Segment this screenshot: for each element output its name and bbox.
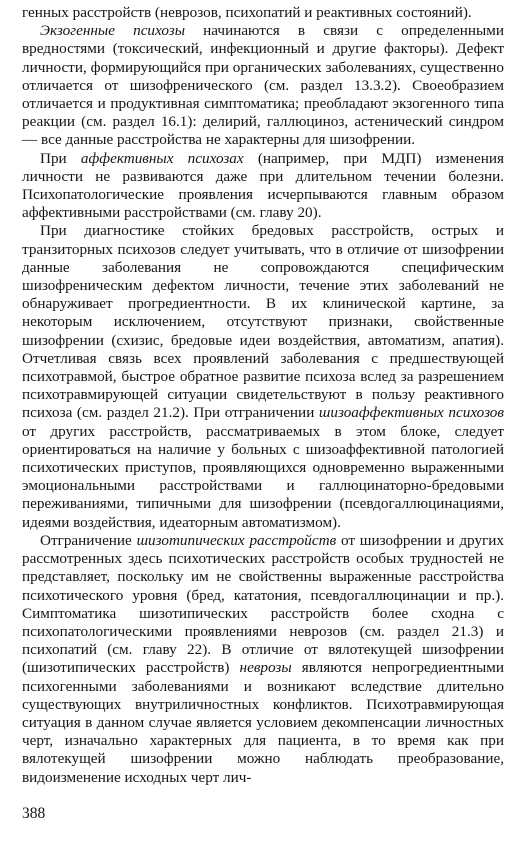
italic-term: неврозы xyxy=(239,659,292,677)
text-run: начинаются в связи с определенными вредностями (токсический, инфекционный и другие факторы). Дефект личности, формирующийся при органических заболеваниях, существенно отличается от шизофренического (см. раздел 13.3.2). Своеобразием отличается и продуктивная симптоматика; преобладают экзогенного типа реакции (см. раздел 16.1): делирий, галлюциноз, астенический синдром — все данные расстройства не характерны для шизофрении. xyxy=(22,22,505,149)
text-run: При диагностике стойких бредовых расстройств, острых и транзиторных психозов следует учитывать, что в отличие от шизофрении данные заболевания не сопровождаются специфическим шизофреническим дефектом личности, течение этих заболеваний не обнаруживает прогредиентности. В их клинической картине, за некоторым исключением, отсутствуют признаки, свойственные шизофрении (схизис, бредовые идеи воздействия, автоматизм, апатия). Отчетливая связь всех проявлений заболевания с предшествующей психотравмой, быстрое обратное развитие психоза вслед за разрешением психотравмирующей ситуации свидетельствуют в пользу реактивного психоза (см. раздел 21.2). При отграничении xyxy=(22,222,504,422)
text-run: являются непрогредиентными психогенными заболеваниями и возникают вследствие длительно существующих внутриличностных конфликтов. Психотравмирующая ситуация в данном случае является условием декомпенсации личностных черт, изначально характерных для пациента, в то время как при вялотекущей шизофрении можно наблюдать преобразование, видоизменение исходных черт лич- xyxy=(22,659,504,786)
document-page xyxy=(22,4,504,842)
paragraph xyxy=(22,150,504,223)
italic-term: шизотипических расстройств xyxy=(136,531,337,549)
italic-term: Экзогенные психозы xyxy=(40,22,185,40)
text-run: от других расстройств, рассматриваемых в этом блоке, следует ориентироваться на наличие у больных с шизоаффективной патологией психотических приступов, проявляющихся одновременно выраженными эмоциональными расстройствами и галлюцинаторно-бредовыми переживаниями, типичными для шизофрении (псевдогаллюцинациями, идеями воздействия, идеаторным автоматизмом). xyxy=(22,422,504,531)
text-run: от шизофрении и других рассмотренных здесь психотических расстройств особых трудностей не представляет, поскольку им не свойственны выраженные расстройства психотического уровня (бред, кататония, псевдогаллюцинации и пр.). Симптоматика шизотипических расстройств более сходна с психопатологическими проявлениями неврозов (см. раздел 21.3) и психопатий (см. главу 22). В отличие от вялотекущей шизофрении (шизотипических расстройств) xyxy=(22,531,504,677)
text-run: Отграничение xyxy=(40,531,137,549)
italic-term: шизоаффективных психозов xyxy=(318,404,504,422)
text-run: (например, при МДП) изменения личности не развиваются даже при длительном течении болезни. Психопатологические проявления исчерпываются главным образом аффективными расстройствами (см. главу 20). xyxy=(22,149,504,222)
paragraph xyxy=(22,22,504,149)
text-run: При xyxy=(40,149,81,167)
paragraph xyxy=(22,222,504,531)
paragraph xyxy=(22,4,504,22)
text-run: генных расстройств (неврозов, психопатий и реактивных состояний). xyxy=(22,4,472,21)
page-number: 388 xyxy=(22,805,46,822)
italic-term: аффективных психозах xyxy=(80,149,244,167)
paragraph xyxy=(22,532,504,787)
body-text xyxy=(22,4,504,787)
